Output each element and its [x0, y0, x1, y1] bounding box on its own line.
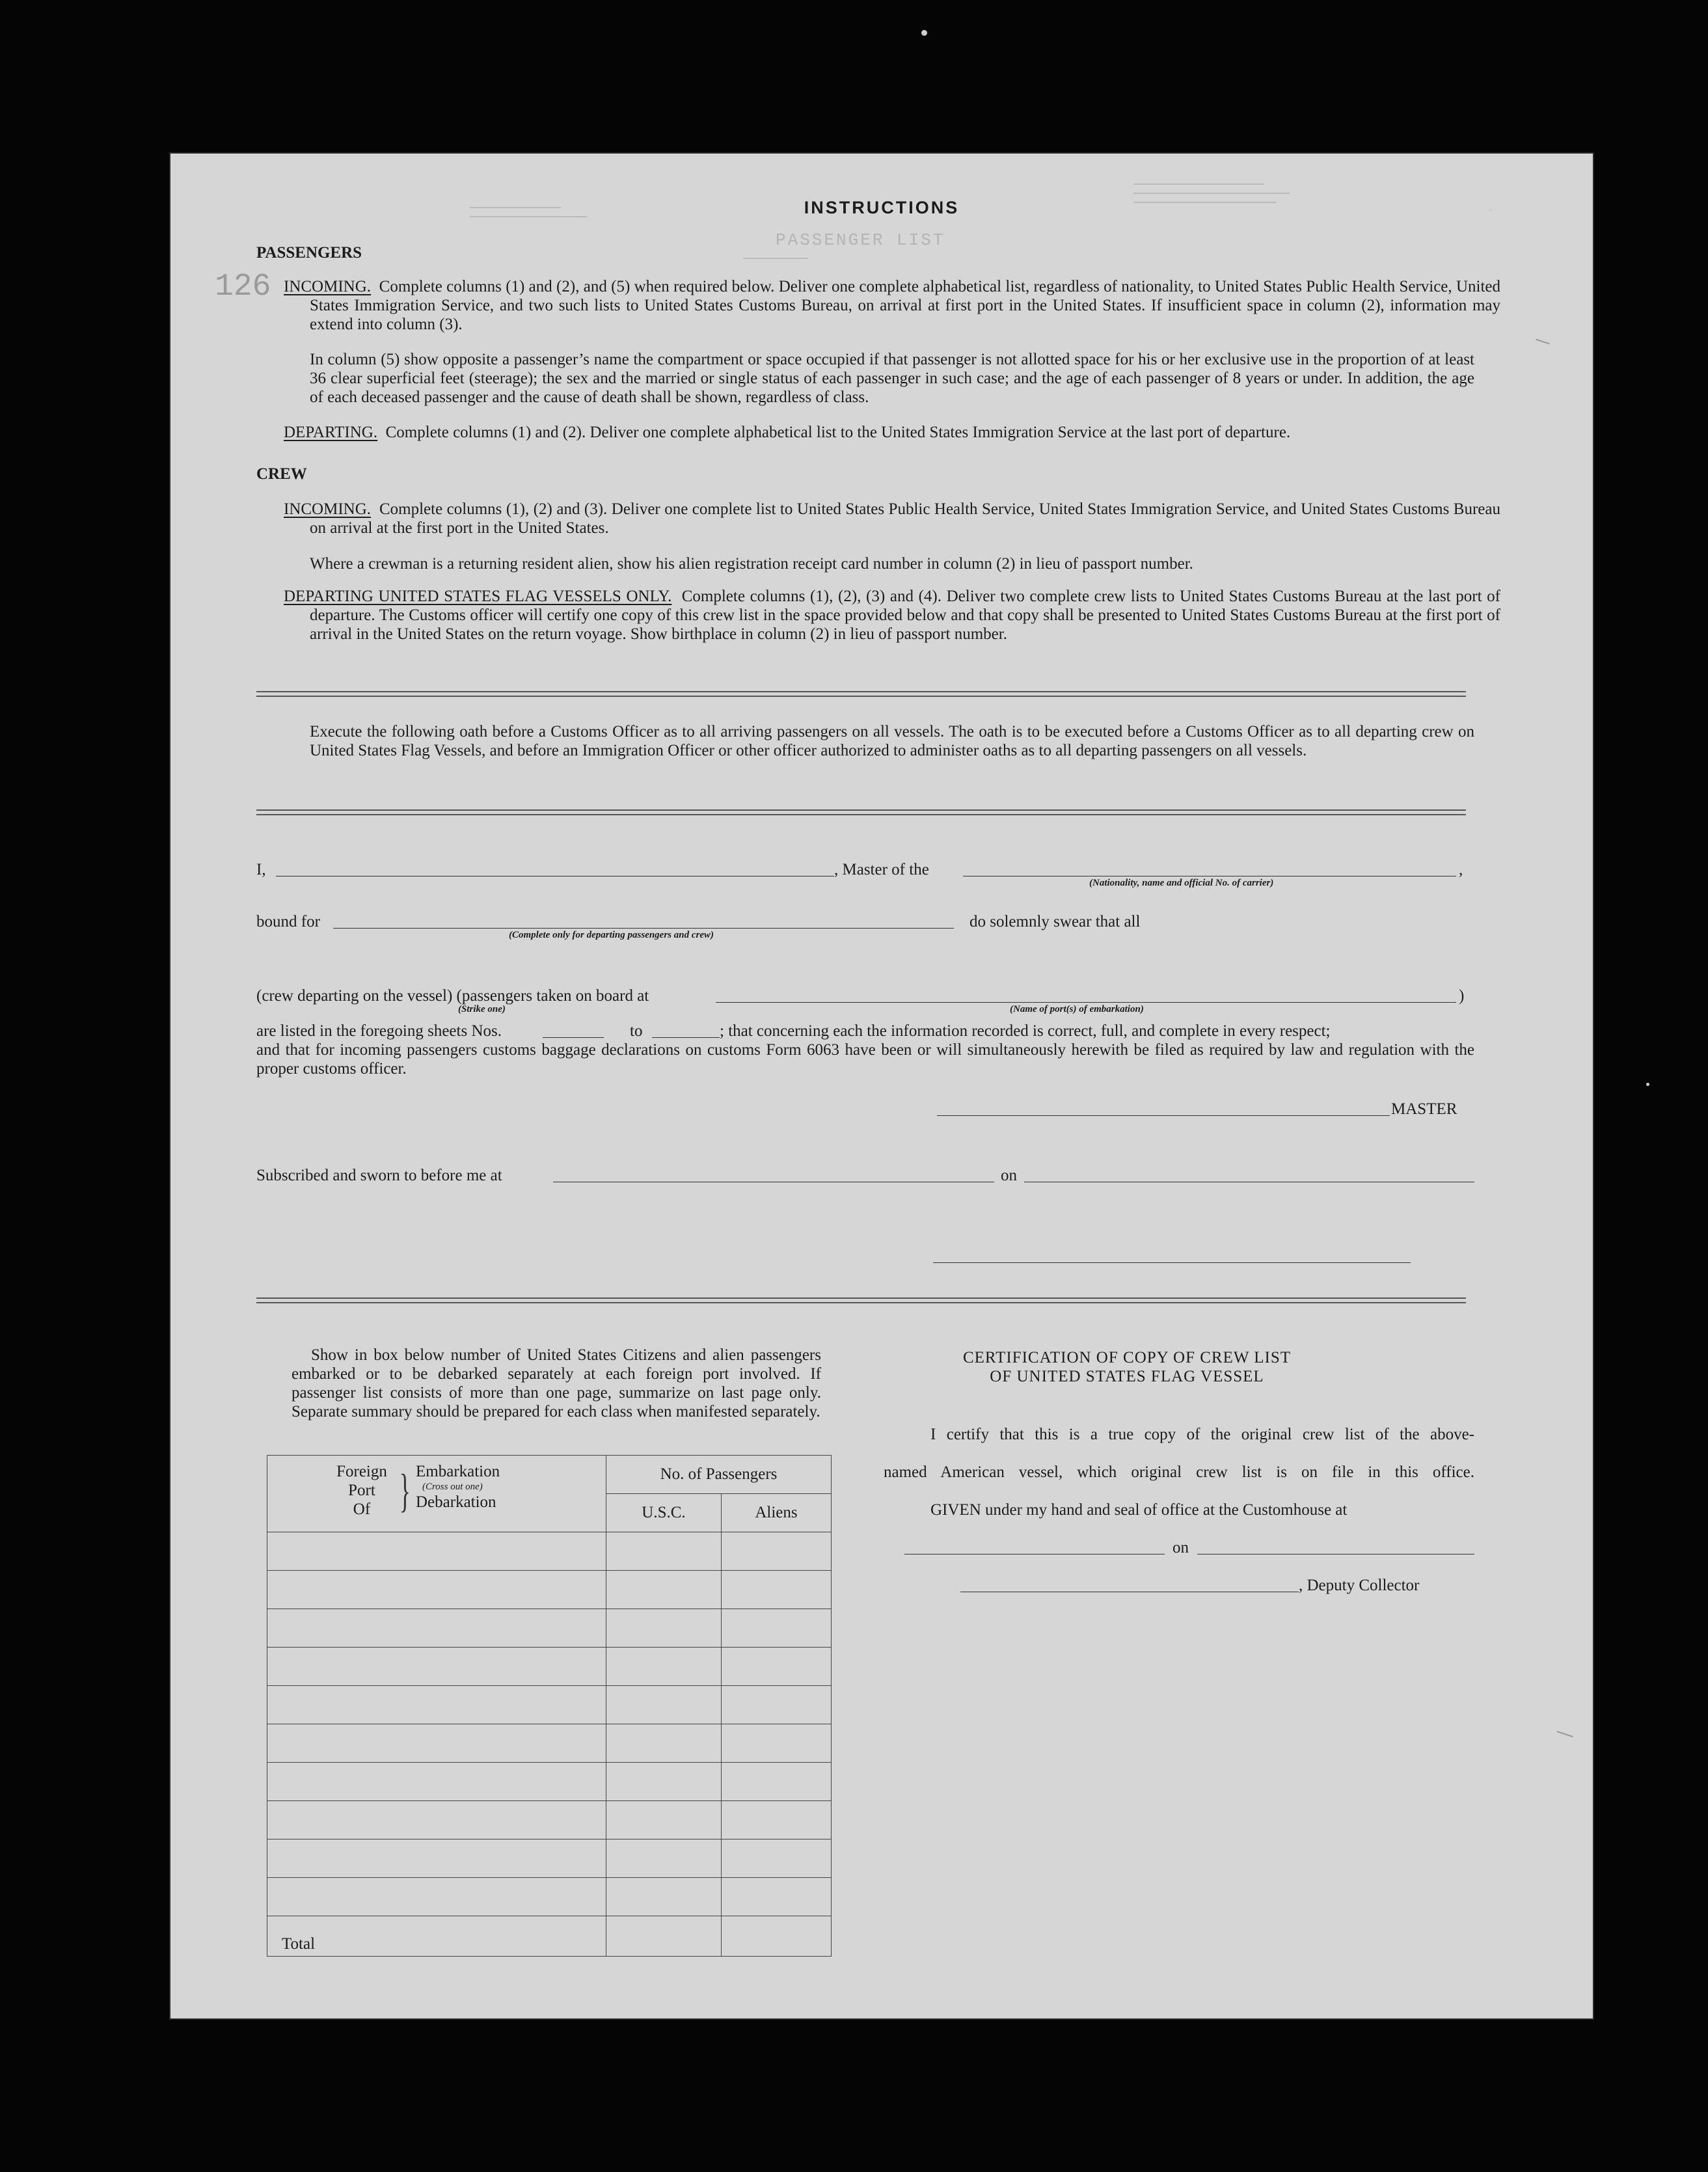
crew-heading: CREW	[256, 465, 307, 483]
subscribed-on-label: on	[1001, 1167, 1017, 1184]
passengers-column5-paragraph: In column (5) show opposite a passenger’s name the compartment or space occupied if that passenger is not allotted space for his or her exclusive use in the proportion of at least 36 clear superficial feet (steerage); the sex and the married or single status of each passenger in such case; and the age of each passenger of 8 years or under. In addition, the age of each deceased passenger and the cause of death shall be shown, regardless of class.	[310, 351, 1474, 406]
crew-incoming-label: INCOMING.	[284, 500, 372, 518]
port-cell[interactable]	[267, 1648, 606, 1686]
usc-cell[interactable]	[606, 1801, 722, 1839]
col-of: Of	[353, 1500, 371, 1518]
no-passengers-header: No. of Passengers	[606, 1456, 832, 1494]
master-label: MASTER	[1391, 1100, 1457, 1118]
crew-resident-paragraph: Where a crewman is a returning resident alien, show his alien registration receipt card number in column (2) in lieu of passport number.	[310, 555, 1193, 573]
col-embarkation: Embarkation	[416, 1463, 500, 1480]
crew-departing-paragraph	[284, 587, 1500, 644]
col-cross-out: (Cross out one)	[422, 1482, 483, 1492]
certify-line-1: I certify that this is a true copy of the original crew list of the above-	[930, 1426, 1474, 1443]
port-cell[interactable]	[267, 1532, 606, 1571]
summary-row	[267, 1532, 832, 1571]
oath-i-label: I,	[256, 861, 266, 878]
certification-title	[893, 1348, 1361, 1386]
carrier-hint: (Nationality, name and official No. of carrier)	[1089, 878, 1274, 888]
listed-prefix: are listed in the foregoing sheets Nos.	[256, 1022, 502, 1040]
aliens-cell[interactable]	[722, 1609, 832, 1648]
aliens-cell[interactable]	[722, 1686, 832, 1724]
summary-row	[267, 1571, 832, 1609]
certification-title-line1: CERTIFICATION OF COPY OF CREW LIST	[962, 1349, 1292, 1366]
aliens-cell[interactable]	[722, 1763, 832, 1801]
deputy-collector-label: , Deputy Collector	[1299, 1577, 1420, 1594]
usc-cell[interactable]	[606, 1763, 722, 1801]
bleed-through-number: 126	[215, 269, 271, 305]
crew-incoming-paragraph	[284, 500, 1500, 537]
aliens-cell[interactable]	[722, 1724, 832, 1763]
certify-line-2: named American vessel, which original crew list is on file in this office.	[884, 1463, 1474, 1481]
col-port: Port	[348, 1482, 375, 1499]
usc-cell[interactable]	[606, 1609, 722, 1648]
port-hint: (Name of port(s) of embarkation)	[1010, 1004, 1144, 1014]
swear-text: do solemnly swear that all	[969, 913, 1141, 930]
bound-for-hint: (Complete only for departing passengers and crew)	[509, 930, 714, 940]
usc-total-cell[interactable]	[606, 1916, 722, 1957]
sheet-from-field[interactable]	[543, 1037, 604, 1038]
summary-row	[267, 1801, 832, 1839]
port-cell[interactable]	[267, 1686, 606, 1724]
aliens-cell[interactable]	[722, 1839, 832, 1878]
usc-cell[interactable]	[606, 1839, 722, 1878]
officer-signature-field[interactable]	[933, 1262, 1411, 1263]
summary-row	[267, 1686, 832, 1724]
bound-for-label: bound for	[256, 913, 320, 930]
bound-for-field[interactable]	[333, 928, 954, 929]
crew-incoming-text: Complete columns (1), (2) and (3). Deliver one complete list to United States Public Health Service, United States Immigration Service, and United States Customs Bureau on arrival at the first port in the United States.	[310, 500, 1500, 537]
divider-3	[256, 1297, 1466, 1299]
summary-row	[267, 1763, 832, 1801]
carrier-comma: ,	[1459, 861, 1463, 878]
passengers-heading: PASSENGERS	[256, 244, 362, 262]
listed-continued: and that for incoming passengers customs baggage declarations on customs Form 6063 have been or will simultaneously herewith be filed as required by law and regulation with the proper customs officer.	[256, 1041, 1474, 1078]
summary-instruction: Show in box below number of United States Citizens and alien passengers embarked or to be debarked separately at each foreign port involved. If passenger list consists of more than one page, summarize on last page only. Separate summary should be prepared for each class when manifested separately.	[291, 1346, 821, 1420]
passengers-departing-label: DEPARTING.	[284, 424, 378, 441]
summary-row	[267, 1839, 832, 1878]
port-cell[interactable]	[267, 1839, 606, 1878]
col-debarkation: Debarkation	[416, 1493, 496, 1511]
master-signature-field[interactable]	[937, 1115, 1390, 1116]
usc-cell[interactable]	[606, 1571, 722, 1609]
strike-hint: (Strike one)	[458, 1004, 506, 1014]
aliens-cell[interactable]	[722, 1878, 832, 1916]
crew-departing-label: DEPARTING UNITED STATES FLAG VESSELS ONLY.	[284, 588, 672, 605]
aliens-header: Aliens	[722, 1494, 832, 1532]
passengers-departing-text: Complete columns (1) and (2). Deliver one complete alphabetical list to the United States Immigration Service at the last port of departure.	[385, 424, 1291, 441]
port-cell[interactable]	[267, 1763, 606, 1801]
aliens-cell[interactable]	[722, 1532, 832, 1571]
brace-icon: }	[399, 1465, 411, 1517]
sheet-to-field[interactable]	[652, 1037, 720, 1038]
summary-header-row	[267, 1456, 832, 1494]
port-cell[interactable]	[267, 1878, 606, 1916]
certification-title-line2: OF UNITED STATES FLAG VESSEL	[990, 1368, 1264, 1385]
aliens-total-cell[interactable]	[722, 1916, 832, 1957]
certification-on-label: on	[1173, 1539, 1189, 1556]
subscribed-label: Subscribed and sworn to before me at	[256, 1167, 502, 1184]
crew-departing-text: Complete columns (1), (2), (3) and (4). Deliver two complete crew lists to United States Customs Bureau at the last port of departure. The Customs officer will certify one copy of this crew list in the space provided below and that copy shall be presented to United States Customs Bureau at the first port of arrival in the United States on the return voyage. Show birthplace in column (2) in lieu of passport number.	[310, 588, 1501, 643]
aliens-cell[interactable]	[722, 1571, 832, 1609]
usc-cell[interactable]	[606, 1648, 722, 1686]
usc-cell[interactable]	[606, 1724, 722, 1763]
summary-row	[267, 1648, 832, 1686]
port-cell[interactable]	[267, 1724, 606, 1763]
usc-cell[interactable]	[606, 1878, 722, 1916]
bleed-through-stamp: PASSENGER LIST	[776, 230, 945, 250]
usc-cell[interactable]	[606, 1686, 722, 1724]
usc-header: U.S.C.	[606, 1494, 722, 1532]
divider-1	[256, 691, 1466, 692]
summary-row	[267, 1609, 832, 1648]
passengers-incoming-paragraph	[284, 277, 1500, 334]
port-cell[interactable]	[267, 1609, 606, 1648]
usc-cell[interactable]	[606, 1532, 722, 1571]
master-of-label: , Master of the	[834, 861, 929, 878]
port-cell[interactable]	[267, 1801, 606, 1839]
summary-total-row	[267, 1916, 832, 1957]
oath-instruction: Execute the following oath before a Customs Officer as to all arriving passengers on all vessels. The oath is to be executed before a Customs Officer as to all departing crew on United States Flag Vessels, and before an Immigration Officer or other officer authorized to administer oaths as to all departing passengers on all vessels.	[310, 723, 1474, 759]
summary-row	[267, 1724, 832, 1763]
listed-rest: ; that concerning each the information recorded is correct, full, and complete in every respect;	[720, 1022, 1331, 1040]
passenger-summary-table	[267, 1455, 832, 1957]
divider-2	[256, 809, 1466, 811]
aliens-cell[interactable]	[722, 1648, 832, 1686]
given-line: GIVEN under my hand and seal of office at the Customhouse at	[930, 1501, 1348, 1519]
passengers-incoming-label: INCOMING.	[284, 278, 372, 295]
passengers-incoming-text: Complete columns (1) and (2), and (5) when required below. Deliver one complete alphabetical list, regardless of nationality, to United States Public Health Service, United States Immigration Service, and two such lists to United States Customs Bureau, on arrival at first port in the United States. If insufficient space in column (2), information may extend into column (3).	[310, 278, 1501, 333]
summary-row	[267, 1878, 832, 1916]
form-sheet	[170, 154, 1593, 2018]
sheet-to-label: to	[630, 1022, 643, 1040]
total-label: Total	[267, 1916, 606, 1957]
port-header-cell	[267, 1456, 606, 1532]
close-paren: )	[1459, 987, 1465, 1005]
page-title: INSTRUCTIONS	[804, 198, 960, 217]
port-cell[interactable]	[267, 1571, 606, 1609]
crew-passengers-label: (crew departing on the vessel) (passengers taken on board at	[256, 987, 649, 1005]
aliens-cell[interactable]	[722, 1801, 832, 1839]
embarkation-port-field[interactable]	[716, 1002, 1456, 1003]
col-foreign: Foreign	[336, 1463, 387, 1480]
passengers-departing-paragraph	[284, 423, 1500, 442]
